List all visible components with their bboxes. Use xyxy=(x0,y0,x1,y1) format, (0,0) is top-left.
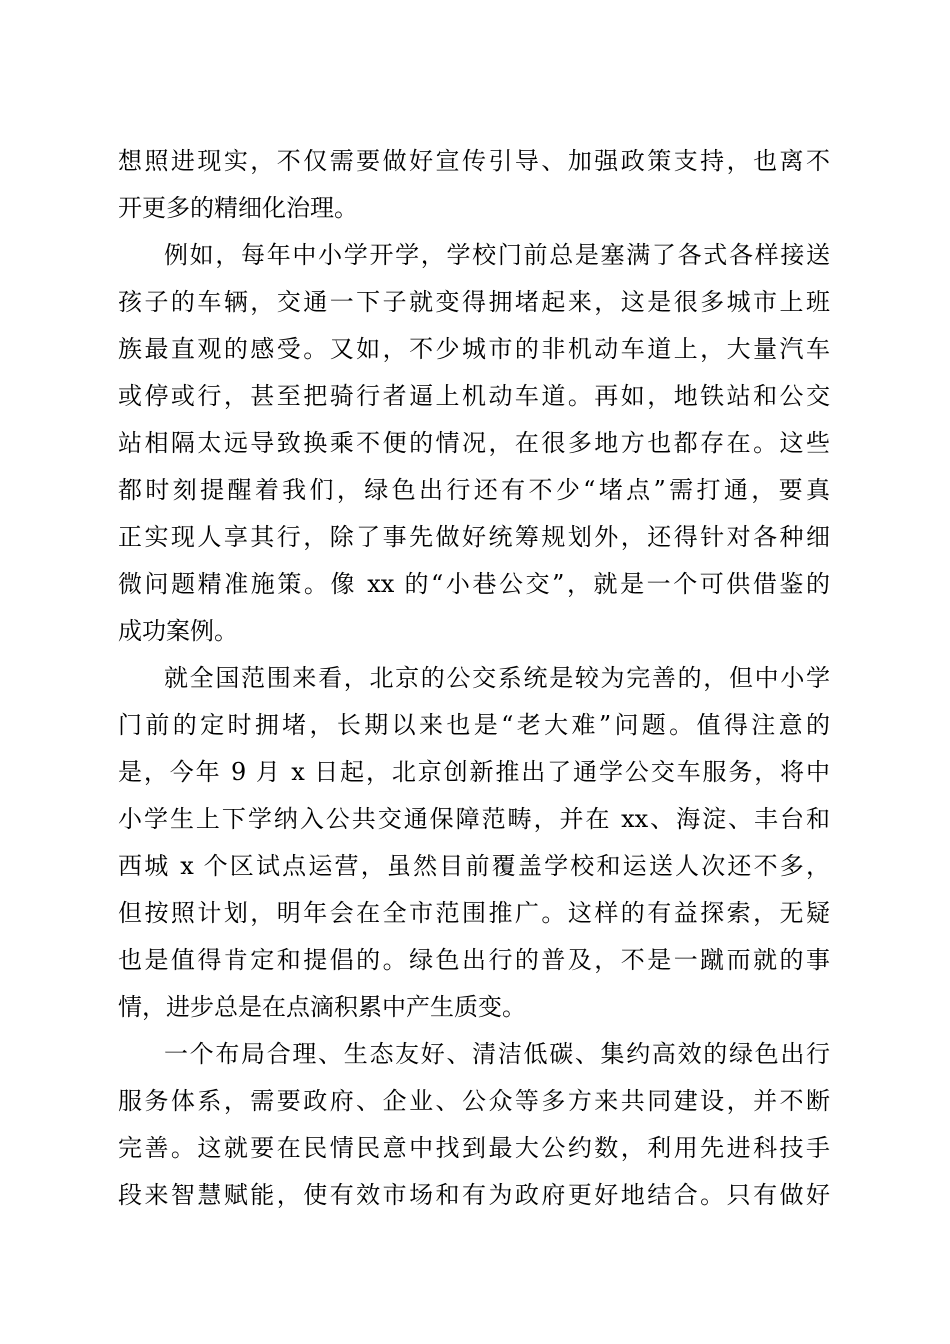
text-line: 正实现人享其行，除了事先做好统筹规划外，还得针对各种细 xyxy=(118,523,830,551)
text-line: 完善。这就要在民情民意中找到最大公约数，利用先进科技手 xyxy=(118,1134,830,1162)
text-line: 门前的定时拥堵，长期以来也是“老大难”问题。值得注意的 xyxy=(118,711,830,739)
text-line: 是，今年 9 月 x 日起，北京创新推出了通学公交车服务，将中 xyxy=(118,758,830,786)
text-line: 孩子的车辆，交通一下子就变得拥堵起来，这是很多城市上班 xyxy=(118,288,830,316)
text-line: 站相隔太远导致换乘不便的情况，在很多地方也都存在。这些 xyxy=(118,429,830,457)
text-line: 小学生上下学纳入公共交通保障范畴，并在 xx、海淀、丰台和 xyxy=(118,805,830,833)
text-line: 开更多的精细化治理。 xyxy=(118,194,358,222)
text-line: 或停或行，甚至把骑行者逼上机动车道。再如，地铁站和公交 xyxy=(118,382,830,410)
text-line: 都时刻提醒着我们，绿色出行还有不少“堵点”需打通，要真 xyxy=(118,476,830,504)
text-line: 服务体系，需要政府、企业、公众等多方来共同建设，并不断 xyxy=(118,1087,830,1115)
text-line: 西城 x 个区试点运营，虽然目前覆盖学校和运送人次还不多， xyxy=(118,852,830,880)
text-line: 成功案例。 xyxy=(118,617,238,645)
text-line: 一个布局合理、生态友好、清洁低碳、集约高效的绿色出行 xyxy=(164,1040,830,1068)
text-line: 想照进现实，不仅需要做好宣传引导、加强政策支持，也离不 xyxy=(118,147,830,175)
text-line: 情，进步总是在点滴积累中产生质变。 xyxy=(118,993,526,1021)
text-line: 微问题精准施策。像 xx 的“小巷公交”，就是一个可供借鉴的 xyxy=(118,570,830,598)
text-line: 例如，每年中小学开学，学校门前总是塞满了各式各样接送 xyxy=(164,241,830,269)
text-line: 就全国范围来看，北京的公交系统是较为完善的，但中小学 xyxy=(164,664,830,692)
text-line: 也是值得肯定和提倡的。绿色出行的普及，不是一蹴而就的事 xyxy=(118,946,830,974)
text-line: 但按照计划，明年会在全市范围推广。这样的有益探索，无疑 xyxy=(118,899,830,927)
text-line: 族最直观的感受。又如，不少城市的非机动车道上，大量汽车 xyxy=(118,335,830,363)
text-line: 段来智慧赋能，使有效市场和有为政府更好地结合。只有做好 xyxy=(118,1181,830,1209)
